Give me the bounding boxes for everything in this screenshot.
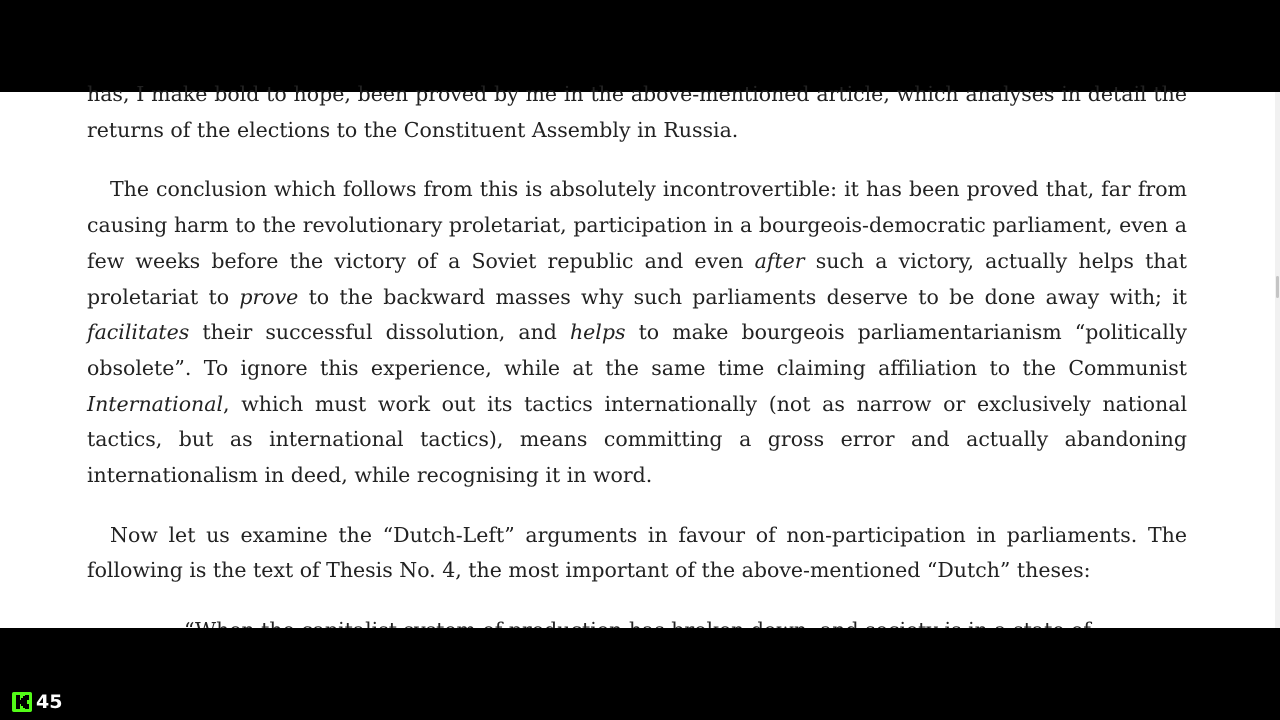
kick-logo-icon <box>12 692 32 712</box>
italic-emphasis: after <box>754 248 805 273</box>
text-run: to make bourgeois parliamentarianism “politically obsolete”. To ignore this experience, while at the same time claiming affiliation to the Communist <box>87 320 1187 380</box>
document-viewport[interactable] <box>0 82 1280 628</box>
viewer-count: 45 <box>36 691 63 713</box>
text-run: , which must work out its tactics internationally (not as narrow or exclusively national tactics, but as international tactics), means committing a gross error and actually abandoning internationalism in deed, while recognising it in word. <box>87 391 1187 488</box>
document-content <box>87 77 1187 649</box>
text-run: such a victory, actually helps that proletariat to <box>87 248 1187 309</box>
vertical-scrollbar[interactable] <box>1275 92 1280 628</box>
paragraph-3: Now let us examine the “Dutch-Left” arguments in favour of non-participation in parliaments. The following is the text of Thesis No. 4, the most important of the above-mentioned “Dutch” theses: <box>87 522 1187 583</box>
text-run: their successful dissolution, and <box>189 320 570 345</box>
italic-emphasis: facilitates <box>87 320 190 345</box>
bottom-letterbox-bar <box>0 628 1280 720</box>
italic-emphasis: prove <box>239 284 299 309</box>
italic-emphasis: International <box>87 391 224 416</box>
stream-overlay <box>12 692 62 712</box>
text-run: The conclusion which follows from this is absolutely incontrovertible: it has been proved that, far from causing harm to the revolutionary proletariat, participation in a bourgeois-democratic parliament, even a few weeks before the victory of a Soviet republic and even <box>87 177 1187 273</box>
scrollbar-thumb[interactable] <box>1276 276 1279 298</box>
paragraph-2 <box>87 172 1187 493</box>
text-run: to the backward masses why such parliaments deserve to be done away with; it <box>298 284 1187 309</box>
italic-emphasis: helps <box>569 320 626 345</box>
paragraph-1: has, I make bold to hope, been proved by me in the above-mentioned article, which analyses in detail the returns of the elections to the Constituent Assembly in Russia. <box>87 82 1187 142</box>
